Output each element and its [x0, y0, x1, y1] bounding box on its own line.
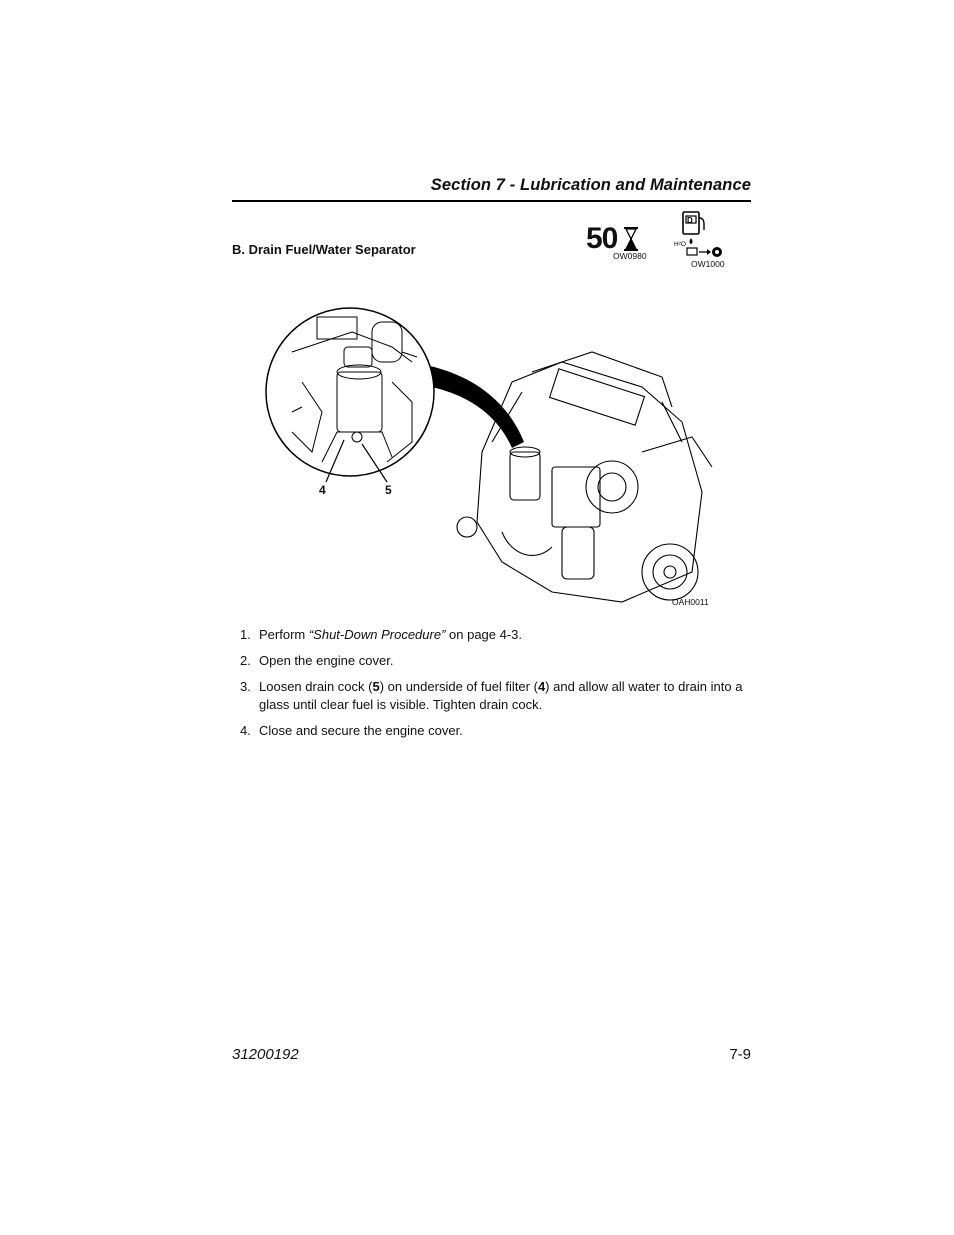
- list-item: 2. Open the engine cover.: [240, 653, 394, 668]
- cross-reference: “Shut-Down Procedure”: [308, 627, 446, 642]
- figure-code: OAH0011: [672, 597, 709, 607]
- document-number: 31200192: [232, 1046, 299, 1063]
- fuel-icon-letter: D: [687, 216, 693, 225]
- fuel-water-drain-icon: [673, 210, 725, 262]
- fuel-icon-h2o: H²O: [674, 241, 686, 248]
- callout-5: 5: [385, 483, 392, 497]
- interval-hours: 50: [586, 222, 618, 255]
- header-rule: [232, 200, 751, 202]
- procedure-heading: B. Drain Fuel/Water Separator: [232, 242, 416, 257]
- interval-icon-code: OW0980: [613, 251, 647, 261]
- fuel-icon-code: OW1000: [691, 259, 725, 269]
- list-item: 3. Loosen drain cock (5) on underside of fuel filter (4) and allow all water to drain into a glass until clear fuel is visible. Tighten drain cock.: [240, 679, 743, 712]
- list-item: 4. Close and secure the engine cover.: [240, 723, 463, 738]
- page-number: 7-9: [729, 1046, 751, 1063]
- section-title: Section 7 - Lubrication and Maintenance: [430, 176, 751, 194]
- engine-illustration: [262, 292, 724, 612]
- hourglass-icon: [622, 226, 640, 252]
- list-item: 1. Perform “Shut-Down Procedure” on page 4-3.: [240, 627, 523, 642]
- procedure-steps: [232, 626, 752, 748]
- callout-4: 4: [319, 483, 326, 497]
